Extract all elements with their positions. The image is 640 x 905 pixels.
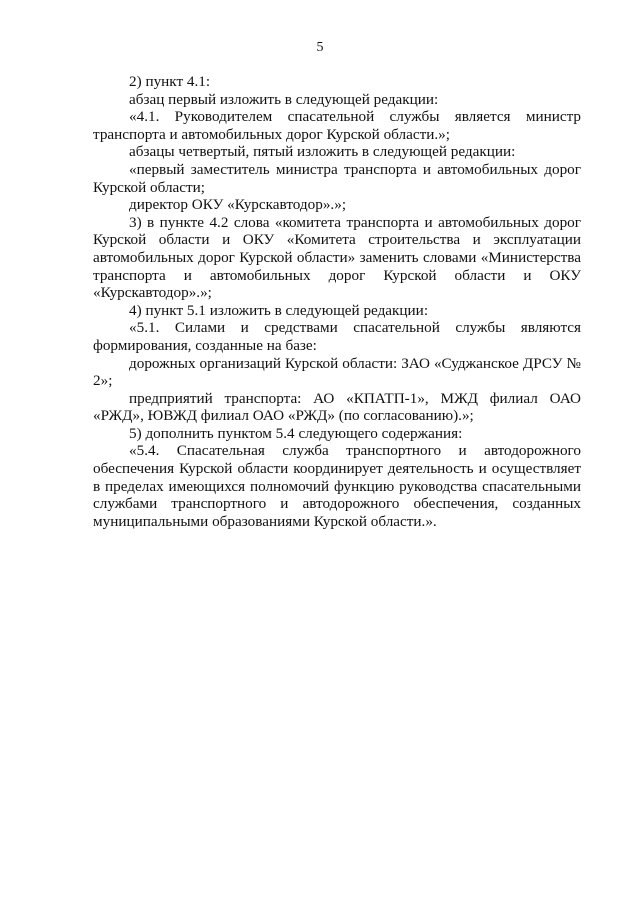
paragraph-item-5: 5) дополнить пунктом 5.4 следующего содержания:: [129, 424, 463, 442]
paragraph-item-3: 3) в пункте 4.2 слова «комитета транспорта и автомобильных дорог Курской области и ОКУ «Комитета строительства и эксплуатации автомобильных дорог Курской области» заменить словами «Министерства транспорта и автомобильных дорог Курской области и ОКУ «Курскавтодор».»;: [93, 213, 581, 302]
page-number: 5: [316, 40, 324, 55]
paragraph-quote-5-4: «5.4. Спасательная служба транспортного и автодорожного обеспечения Курской области координирует деятельность и осуществляет в пределах имеющихся полномочий функцию руководства спасательными службами транспортного и автодорожного обеспечения, созданных муниципальными образованиями Курской области.».: [93, 442, 581, 530]
paragraph-quote-4-1: «4.1. Руководителем спасательной службы является министр транспорта и автомобильных дорог Курской области.»;: [93, 108, 581, 143]
paragraph-item-2: 2) пункт 4.1:: [129, 73, 211, 90]
paragraph-instruction-fourth-fifth: абзацы четвертый, пятый изложить в следующей редакции:: [129, 143, 516, 161]
paragraph-quote-5-1: «5.1. Силами и средствами спасательной службы являются формирования, созданные на базе:: [93, 319, 581, 354]
document-body: [93, 73, 581, 530]
paragraph-quote-director: директор ОКУ «Курскавтодор».»;: [129, 196, 347, 214]
paragraph-item-4: 4) пункт 5.1 изложить в следующей редакции:: [129, 301, 429, 319]
paragraph-transport-enterprises: предприятий транспорта: АО «КПАТП-1», МЖД филиал ОАО «РЖД», ЮВЖД филиал ОАО «РЖД» (по согласованию).»;: [93, 389, 581, 425]
paragraph-road-organizations: дорожных организаций Курской области: ЗАО «Суджанское ДРСУ № 2»;: [93, 354, 581, 390]
paragraph-instruction-first: абзац первый изложить в следующей редакции:: [129, 90, 439, 108]
paragraph-quote-first-deputy: «первый заместитель министра транспорта и автомобильных дорог Курской области;: [93, 160, 581, 196]
